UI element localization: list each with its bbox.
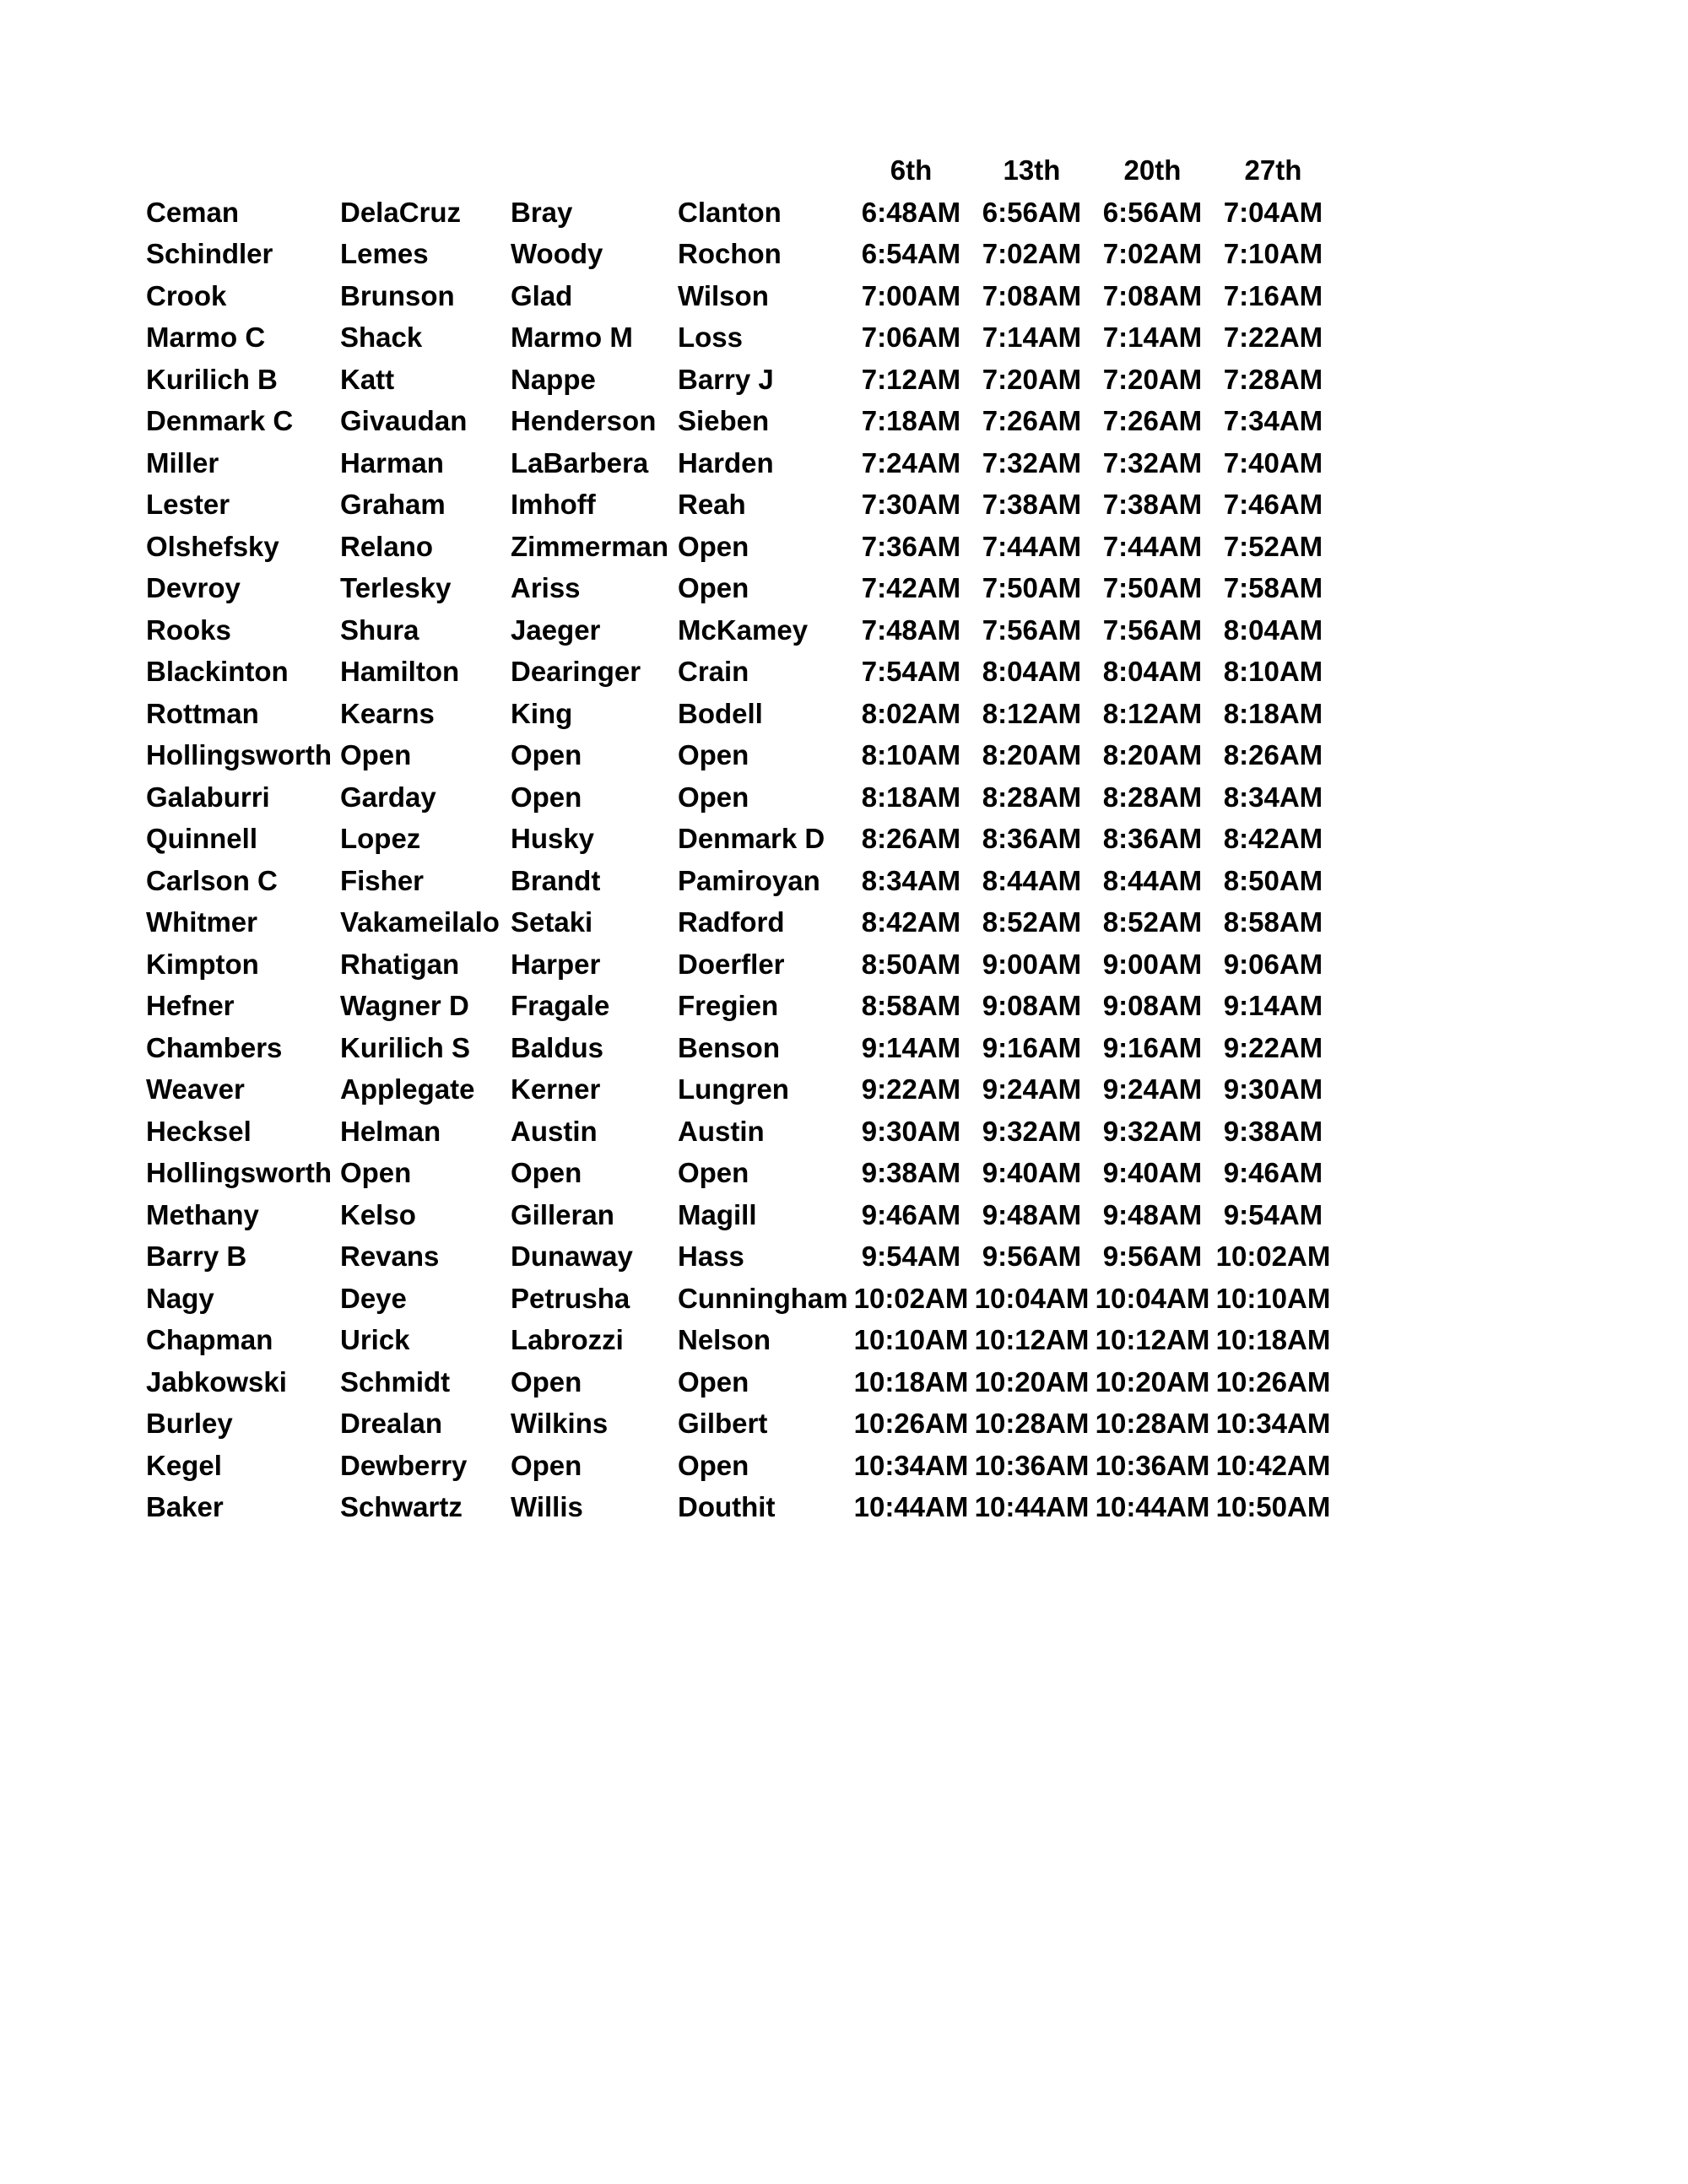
table-row [138, 1319, 1334, 1361]
tee-time-cell: 8:50AM [1223, 864, 1323, 896]
header-row [138, 149, 1334, 192]
tee-time-cell: 7:42AM [861, 572, 961, 603]
player-name-cell: Urick [339, 1324, 410, 1355]
player-name-cell: Denmark C [146, 405, 294, 436]
player-name-cell: Benson [677, 1031, 780, 1063]
tee-time-cell: 8:02AM [861, 697, 961, 729]
player-name-cell: Marmo C [146, 322, 266, 353]
tee-time-cell: 7:28AM [1223, 363, 1323, 395]
player-name-cell: Open [677, 781, 749, 813]
player-name-cell: Wilkins [510, 1408, 609, 1439]
player-name-cell: Vakameilalo [339, 906, 500, 938]
tee-time-cell: 10:12AM [1095, 1324, 1210, 1355]
player-name-cell: Woody [510, 238, 603, 269]
tee-time-cell: 10:26AM [853, 1408, 969, 1439]
player-name-cell: Kerner [510, 1073, 601, 1105]
table-row [138, 1278, 1334, 1320]
player-name-cell: Labrozzi [510, 1324, 624, 1355]
player-name-cell: Rochon [677, 238, 782, 269]
player-name-cell: McKamey [677, 614, 809, 646]
tee-time-cell: 8:28AM [982, 781, 1082, 813]
tee-time-cell: 7:08AM [982, 279, 1082, 311]
tee-time-cell: 8:26AM [861, 823, 961, 854]
table-row [138, 1027, 1334, 1069]
player-name-cell: Harman [339, 446, 444, 478]
tee-time-cell: 10:36AM [974, 1449, 1090, 1481]
tee-time-cell: 10:20AM [974, 1365, 1090, 1397]
player-name-cell: Glad [510, 279, 573, 311]
player-name-cell: Olshefsky [146, 530, 279, 562]
tee-time-cell: 10:42AM [1215, 1449, 1331, 1481]
player-name-cell: Relano [339, 530, 434, 562]
tee-time-cell: 10:12AM [974, 1324, 1090, 1355]
player-name-cell: Dewberry [339, 1449, 468, 1481]
tee-time-cell: 8:58AM [1223, 906, 1323, 938]
tee-time-cell: 10:34AM [853, 1449, 969, 1481]
player-name-cell: Jaeger [510, 614, 601, 646]
tee-time-cell: 10:50AM [1215, 1491, 1331, 1522]
player-name-cell: Crook [146, 279, 227, 311]
tee-time-cell: 6:54AM [861, 238, 961, 269]
tee-time-cell: 7:32AM [1102, 446, 1203, 478]
player-name-cell: Setaki [510, 906, 593, 938]
tee-time-cell: 7:40AM [1223, 446, 1323, 478]
table-row [138, 1403, 1334, 1445]
player-name-cell: Applegate [339, 1073, 475, 1105]
player-name-cell: Open [510, 781, 582, 813]
tee-time-cell: 9:46AM [1223, 1157, 1323, 1188]
tee-time-cell: 10:02AM [1215, 1241, 1331, 1272]
player-name-cell: Hefner [146, 990, 235, 1021]
tee-time-cell: 7:20AM [982, 363, 1082, 395]
player-name-cell: Denmark D [677, 823, 825, 854]
player-name-cell: Nagy [146, 1282, 214, 1314]
player-name-cell: Kimpton [146, 948, 259, 980]
player-name-cell: Zimmerman [510, 530, 669, 562]
player-name-cell: Henderson [510, 405, 657, 436]
tee-time-cell: 8:04AM [982, 656, 1082, 687]
table-row [138, 400, 1334, 442]
tee-time-cell: 8:20AM [1102, 739, 1203, 770]
tee-time-cell: 9:16AM [1102, 1031, 1203, 1063]
tee-time-cell: 7:32AM [982, 446, 1082, 478]
blank-header-cell [502, 149, 669, 192]
tee-time-cell: 7:18AM [861, 405, 961, 436]
player-name-cell: Lungren [677, 1073, 789, 1105]
player-name-cell: Miller [146, 446, 219, 478]
player-name-cell: Deye [339, 1282, 407, 1314]
player-name-cell: Pamiroyan [677, 864, 820, 896]
tee-time-cell: 10:18AM [853, 1365, 969, 1397]
player-name-cell: Rottman [146, 697, 259, 729]
player-name-cell: Open [677, 1157, 749, 1188]
tee-time-cell: 7:48AM [861, 614, 961, 646]
player-name-cell: Garday [339, 781, 436, 813]
tee-time-cell: 9:16AM [982, 1031, 1082, 1063]
tee-time-cell: 9:48AM [982, 1198, 1082, 1230]
table-row [138, 1445, 1334, 1487]
player-name-cell: Givaudan [339, 405, 468, 436]
tee-time-cell: 9:46AM [861, 1198, 961, 1230]
tee-time-cell: 6:56AM [982, 196, 1082, 228]
tee-time-cell: 7:06AM [861, 322, 961, 353]
table-row [138, 442, 1334, 484]
tee-time-cell: 7:54AM [861, 656, 961, 687]
player-name-cell: Shura [339, 614, 419, 646]
tee-time-cell: 8:12AM [982, 697, 1082, 729]
player-name-cell: Douthit [677, 1491, 776, 1522]
table-row [138, 1152, 1334, 1194]
player-name-cell: Loss [677, 322, 744, 353]
table-row [138, 609, 1334, 651]
player-name-cell: Open [677, 1449, 749, 1481]
tee-time-cell: 8:44AM [1102, 864, 1203, 896]
table-row [138, 567, 1334, 609]
tee-time-cell: 10:44AM [1095, 1491, 1210, 1522]
blank-header-cell [669, 149, 851, 192]
tee-time-cell: 8:18AM [861, 781, 961, 813]
player-name-cell: Schwartz [339, 1491, 463, 1522]
player-name-cell: Nelson [677, 1324, 771, 1355]
tee-time-cell: 10:02AM [853, 1282, 969, 1314]
player-name-cell: Open [510, 1365, 582, 1397]
tee-time-cell: 9:40AM [982, 1157, 1082, 1188]
player-name-cell: Graham [339, 489, 446, 520]
tee-time-cell: 10:28AM [974, 1408, 1090, 1439]
player-name-cell: Hecksel [146, 1115, 252, 1147]
player-name-cell: Terlesky [339, 572, 452, 603]
table-row [138, 316, 1334, 359]
player-name-cell: Dearinger [510, 656, 641, 687]
player-name-cell: Marmo M [510, 322, 633, 353]
tee-time-cell: 9:06AM [1223, 948, 1323, 980]
player-name-cell: Blackinton [146, 656, 289, 687]
tee-time-cell: 8:50AM [861, 948, 961, 980]
player-name-cell: Kurilich B [146, 363, 278, 395]
player-name-cell: Hass [677, 1241, 744, 1272]
tee-time-cell: 9:38AM [861, 1157, 961, 1188]
table-row [138, 1361, 1334, 1403]
tee-time-cell: 9:00AM [982, 948, 1082, 980]
tee-time-cell: 7:04AM [1223, 196, 1323, 228]
tee-time-cell: 6:48AM [861, 196, 961, 228]
tee-time-cell: 9:54AM [1223, 1198, 1323, 1230]
player-name-cell: Open [677, 739, 749, 770]
player-name-cell: Open [510, 1157, 582, 1188]
player-name-cell: Magill [677, 1198, 757, 1230]
player-name-cell: Fregien [677, 990, 779, 1021]
table-row [138, 1068, 1334, 1111]
tee-time-cell: 9:54AM [861, 1241, 961, 1272]
tee-time-cell: 10:34AM [1215, 1408, 1331, 1439]
tee-time-cell: 9:56AM [982, 1241, 1082, 1272]
player-name-cell: Barry J [677, 363, 774, 395]
player-name-cell: Methany [146, 1198, 259, 1230]
player-name-cell: Sieben [677, 405, 770, 436]
player-name-cell: Hollingsworth [146, 739, 332, 770]
tee-time-cell: 9:14AM [861, 1031, 961, 1063]
player-name-cell: Bodell [677, 697, 763, 729]
tee-time-cell: 8:04AM [1102, 656, 1203, 687]
table-row [138, 818, 1334, 860]
player-name-cell: Rooks [146, 614, 231, 646]
player-name-cell: Wagner D [339, 990, 469, 1021]
player-name-cell: Radford [677, 906, 785, 938]
player-name-cell: Crain [677, 656, 749, 687]
table-row [138, 359, 1334, 401]
player-name-cell: Chapman [146, 1324, 273, 1355]
tee-time-cell: 7:38AM [1102, 489, 1203, 520]
tee-time-cell: 7:14AM [982, 322, 1082, 353]
tee-time-cell: 9:24AM [982, 1073, 1082, 1105]
tee-time-cell: 8:18AM [1223, 697, 1323, 729]
tee-time-cell: 6:56AM [1102, 196, 1203, 228]
player-name-cell: Wilson [677, 279, 769, 311]
player-name-cell: Doerfler [677, 948, 785, 980]
tee-time-cell: 10:04AM [1095, 1282, 1210, 1314]
player-name-cell: Bray [510, 196, 573, 228]
tee-time-cell: 7:30AM [861, 489, 961, 520]
table-row [138, 943, 1334, 986]
tee-time-cell: 8:10AM [861, 739, 961, 770]
player-name-cell: Open [339, 739, 412, 770]
player-name-cell: Weaver [146, 1073, 245, 1105]
tee-time-cell: 9:48AM [1102, 1198, 1203, 1230]
tee-time-cell: 8:10AM [1223, 656, 1323, 687]
tee-time-cell: 8:58AM [861, 990, 961, 1021]
player-name-cell: Burley [146, 1408, 233, 1439]
player-name-cell: Open [510, 1449, 582, 1481]
tee-time-cell: 7:26AM [982, 405, 1082, 436]
tee-time-cell: 8:34AM [1223, 781, 1323, 813]
tee-time-cell: 7:00AM [861, 279, 961, 311]
tee-time-cell: 8:20AM [982, 739, 1082, 770]
player-name-cell: Hamilton [339, 656, 460, 687]
tee-time-cell: 7:52AM [1223, 530, 1323, 562]
tee-time-cell: 9:38AM [1223, 1115, 1323, 1147]
player-name-cell: Baker [146, 1491, 224, 1522]
table-row [138, 734, 1334, 776]
tee-time-cell: 7:36AM [861, 530, 961, 562]
player-name-cell: King [510, 697, 573, 729]
table-row [138, 1235, 1334, 1278]
tee-time-cell: 10:44AM [974, 1491, 1090, 1522]
tee-time-cell: 7:50AM [982, 572, 1082, 603]
player-name-cell: Open [510, 739, 582, 770]
player-name-cell: Lopez [339, 823, 421, 854]
tee-time-cell: 9:32AM [982, 1115, 1082, 1147]
player-name-cell: Schindler [146, 238, 273, 269]
player-name-cell: Petrusha [510, 1282, 630, 1314]
player-name-cell: Jabkowski [146, 1365, 287, 1397]
player-name-cell: Husky [510, 823, 595, 854]
player-name-cell: Brandt [510, 864, 601, 896]
tee-time-cell: 7:56AM [982, 614, 1082, 646]
date-header-6th: 6th [890, 154, 933, 186]
tee-time-cell: 8:04AM [1223, 614, 1323, 646]
player-name-cell: Ariss [510, 572, 581, 603]
tee-time-cell: 10:10AM [853, 1324, 969, 1355]
player-name-cell: Brunson [339, 279, 455, 311]
table-row [138, 860, 1334, 902]
player-name-cell: LaBarbera [510, 446, 649, 478]
tee-time-cell: 7:12AM [861, 363, 961, 395]
tee-time-cell: 8:36AM [982, 823, 1082, 854]
player-name-cell: Dunaway [510, 1241, 633, 1272]
table-row [138, 1111, 1334, 1153]
tee-time-cell: 10:36AM [1095, 1449, 1210, 1481]
tee-time-cell: 7:22AM [1223, 322, 1323, 353]
tee-time-cell: 9:22AM [861, 1073, 961, 1105]
tee-time-cell: 9:00AM [1102, 948, 1203, 980]
date-header-20th: 20th [1123, 154, 1182, 186]
player-name-cell: Fragale [510, 990, 610, 1021]
player-name-cell: Kurilich S [339, 1031, 471, 1063]
player-name-cell: Barry B [146, 1241, 247, 1272]
table-row [138, 526, 1334, 568]
player-name-cell: Harper [510, 948, 601, 980]
tee-time-cell: 7:34AM [1223, 405, 1323, 436]
tee-time-cell: 8:12AM [1102, 697, 1203, 729]
player-name-cell: Lester [146, 489, 230, 520]
tee-time-cell: 7:26AM [1102, 405, 1203, 436]
tee-time-cell: 7:24AM [861, 446, 961, 478]
player-name-cell: Imhoff [510, 489, 596, 520]
tee-time-cell: 8:52AM [982, 906, 1082, 938]
tee-time-cell: 9:08AM [1102, 990, 1203, 1021]
tee-time-cell: 10:26AM [1215, 1365, 1331, 1397]
tee-time-cell: 8:42AM [1223, 823, 1323, 854]
tee-time-cell: 7:16AM [1223, 279, 1323, 311]
player-name-cell: Whitmer [146, 906, 257, 938]
player-name-cell: Quinnell [146, 823, 257, 854]
tee-time-cell: 8:26AM [1223, 739, 1323, 770]
tee-time-cell: 9:30AM [861, 1115, 961, 1147]
player-name-cell: Open [339, 1157, 412, 1188]
player-name-cell: Drealan [339, 1408, 443, 1439]
table-row [138, 275, 1334, 317]
player-name-cell: Clanton [677, 196, 782, 228]
player-name-cell: Baldus [510, 1031, 604, 1063]
player-name-cell: Kearns [339, 697, 435, 729]
player-name-cell: Open [677, 572, 749, 603]
table-row [138, 693, 1334, 735]
tee-time-cell: 7:10AM [1223, 238, 1323, 269]
player-name-cell: Schmidt [339, 1365, 451, 1397]
tee-time-cell: 10:28AM [1095, 1408, 1210, 1439]
tee-time-cell: 9:40AM [1102, 1157, 1203, 1188]
player-name-cell: Helman [339, 1115, 441, 1147]
tee-time-cell: 9:56AM [1102, 1241, 1203, 1272]
tee-time-cell: 9:14AM [1223, 990, 1323, 1021]
table-row [138, 233, 1334, 275]
player-name-cell: Revans [339, 1241, 440, 1272]
player-name-cell: Devroy [146, 572, 241, 603]
player-name-cell: Austin [677, 1115, 765, 1147]
player-name-cell: Chambers [146, 1031, 283, 1063]
player-name-cell: Lemes [339, 238, 429, 269]
player-name-cell: Nappe [510, 363, 596, 395]
tee-time-cell: 8:44AM [982, 864, 1082, 896]
tee-time-cell: 7:20AM [1102, 363, 1203, 395]
tee-time-cell: 7:02AM [982, 238, 1082, 269]
player-name-cell: Austin [510, 1115, 598, 1147]
date-header-13th: 13th [1003, 154, 1061, 186]
tee-time-cell: 8:42AM [861, 906, 961, 938]
blank-header-cell [332, 149, 502, 192]
player-name-cell: Kelso [339, 1198, 416, 1230]
tee-time-cell: 7:08AM [1102, 279, 1203, 311]
player-name-cell: Cunningham [677, 1282, 848, 1314]
tee-time-table [138, 149, 1334, 1528]
tee-time-cell: 7:56AM [1102, 614, 1203, 646]
player-name-cell: Open [677, 530, 749, 562]
tee-time-cell: 7:38AM [982, 489, 1082, 520]
table-row [138, 192, 1334, 234]
tee-time-cell: 8:52AM [1102, 906, 1203, 938]
tee-time-cell: 7:44AM [982, 530, 1082, 562]
table-row [138, 901, 1334, 943]
table-row [138, 484, 1334, 526]
table-row [138, 651, 1334, 693]
player-name-cell: Gilleran [510, 1198, 614, 1230]
tee-time-cell: 9:08AM [982, 990, 1082, 1021]
player-name-cell: Willis [510, 1491, 583, 1522]
blank-header-cell [138, 149, 332, 192]
tee-time-cell: 8:28AM [1102, 781, 1203, 813]
tee-time-cell: 9:22AM [1223, 1031, 1323, 1063]
table-row [138, 776, 1334, 819]
player-name-cell: Katt [339, 363, 395, 395]
player-name-cell: Harden [677, 446, 774, 478]
tee-time-cell: 7:58AM [1223, 572, 1323, 603]
tee-time-cell: 10:44AM [853, 1491, 969, 1522]
tee-time-cell: 7:44AM [1102, 530, 1203, 562]
player-name-cell: Reah [677, 489, 746, 520]
table-row [138, 1194, 1334, 1236]
tee-time-cell: 10:10AM [1215, 1282, 1331, 1314]
table-row [138, 1486, 1334, 1528]
player-name-cell: Gilbert [677, 1408, 768, 1439]
tee-time-cell: 10:18AM [1215, 1324, 1331, 1355]
table-row [138, 985, 1334, 1027]
tee-time-cell: 7:46AM [1223, 489, 1323, 520]
tee-time-rows [138, 192, 1334, 1528]
player-name-cell: Shack [339, 322, 423, 353]
date-header-27th: 27th [1244, 154, 1302, 186]
tee-time-cell: 8:34AM [861, 864, 961, 896]
player-name-cell: Fisher [339, 864, 425, 896]
player-name-cell: Carlson C [146, 864, 278, 896]
player-name-cell: DelaCruz [339, 196, 462, 228]
tee-time-cell: 7:50AM [1102, 572, 1203, 603]
tee-time-cell: 9:30AM [1223, 1073, 1323, 1105]
player-name-cell: Rhatigan [339, 948, 460, 980]
player-name-cell: Open [677, 1365, 749, 1397]
tee-time-cell: 7:02AM [1102, 238, 1203, 269]
tee-time-cell: 10:20AM [1095, 1365, 1210, 1397]
tee-time-cell: 10:04AM [974, 1282, 1090, 1314]
player-name-cell: Galaburri [146, 781, 270, 813]
player-name-cell: Kegel [146, 1449, 222, 1481]
tee-time-cell: 9:24AM [1102, 1073, 1203, 1105]
tee-time-cell: 8:36AM [1102, 823, 1203, 854]
tee-time-cell: 7:14AM [1102, 322, 1203, 353]
player-name-cell: Ceman [146, 196, 240, 228]
player-name-cell: Hollingsworth [146, 1157, 332, 1188]
tee-time-cell: 9:32AM [1102, 1115, 1203, 1147]
